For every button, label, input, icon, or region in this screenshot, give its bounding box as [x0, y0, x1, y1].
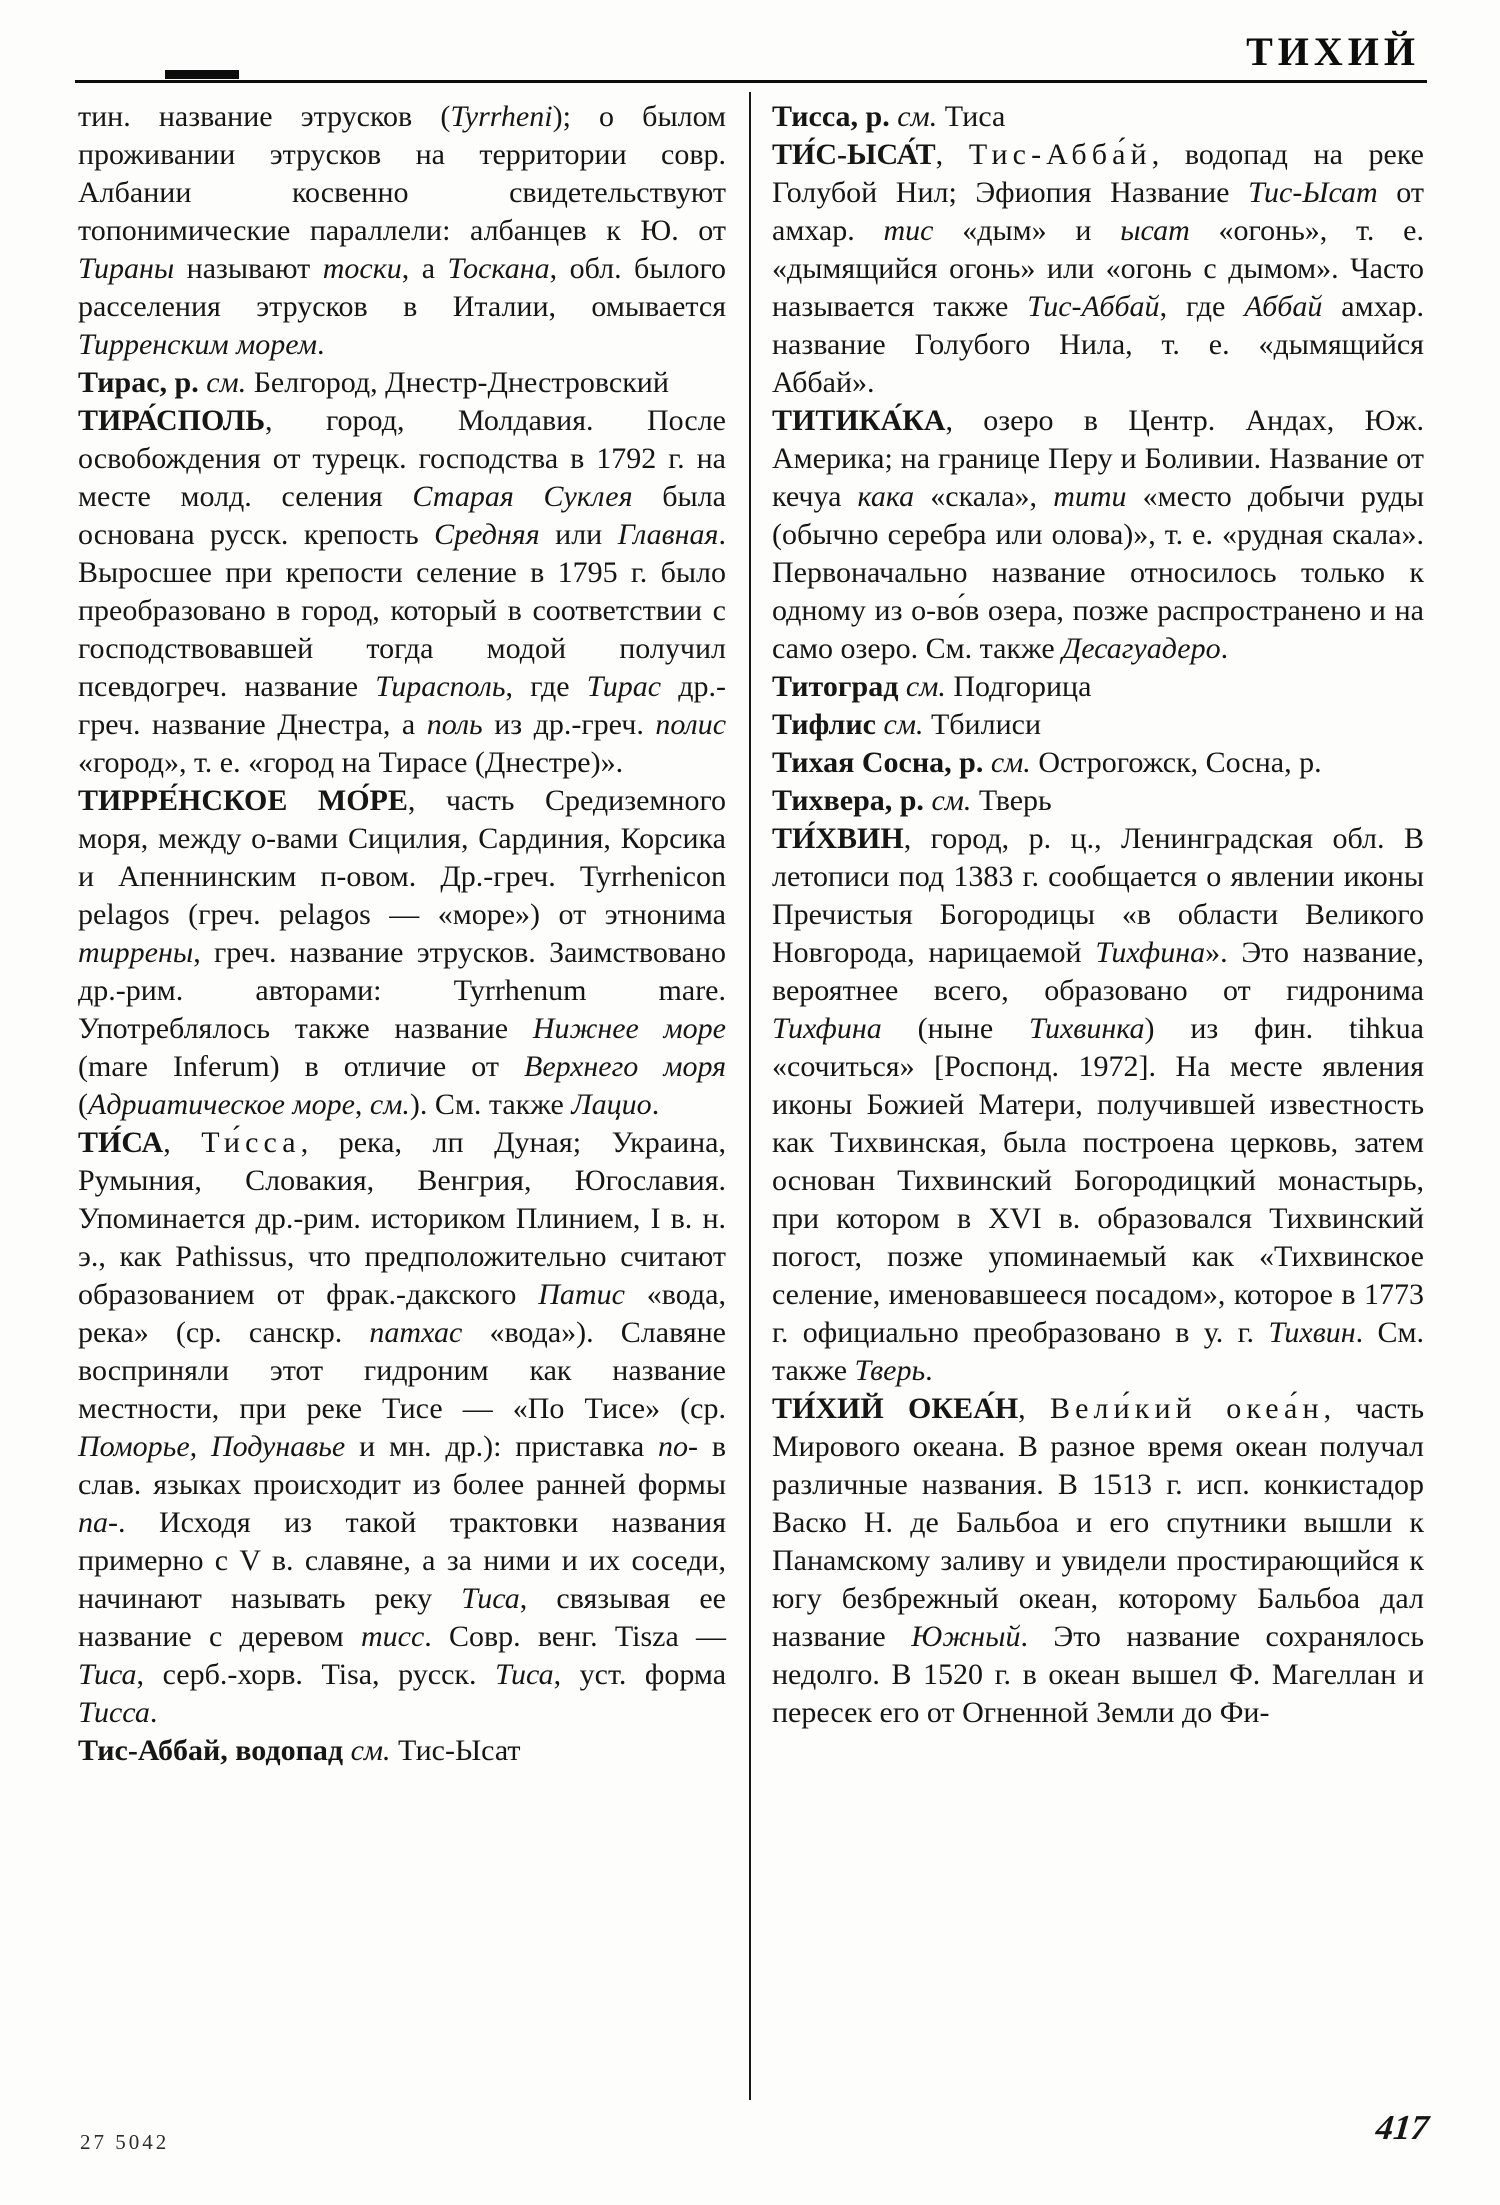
headword: Титоград: [772, 670, 906, 703]
running-head: ТИХИЙ: [1246, 29, 1420, 74]
headword: ТИ́ХИЙ ОКЕА́Н: [772, 1392, 1019, 1425]
entry-text: Тихфина: [772, 1012, 882, 1045]
entry-text: тоски: [322, 252, 402, 285]
entry-text: . См. также: [772, 1316, 1424, 1387]
entry-text: Тиса: [461, 1582, 520, 1615]
entry-text: Нижнее море: [532, 1012, 726, 1045]
entry-text: ,: [163, 1126, 202, 1159]
entry-text: см.: [931, 784, 972, 817]
entry-text: ,: [1018, 1392, 1051, 1425]
dictionary-entry: [772, 706, 1424, 744]
entry-text: патхас: [369, 1316, 463, 1349]
entry-text: ). См. также: [409, 1088, 572, 1121]
entry-text: см.: [897, 100, 938, 133]
dictionary-entry: [78, 1732, 726, 1770]
entry-text: Тверь: [971, 784, 1052, 817]
entry-text: тисс: [360, 1620, 425, 1653]
entry-text: .: [651, 1088, 660, 1121]
entry-text: см.: [369, 1088, 410, 1121]
entry-text: Тихфина: [1095, 936, 1206, 969]
entry-text: , обл. былого расселения этрусков в Италии, омывается: [78, 252, 726, 323]
entry-text: полис: [655, 708, 727, 741]
entry-text: ) из фин. tihkua «сочиться» [Роспонд. 1972]. На месте явления иконы Божией Матери, получившей известность как Тихвинская, была построена церковь, затем основан Тихвинский Богородицкий монастырь, при котором в XVI в. образовался Тихвинский погост, позже упоминаемый как «Тихвинское селение, именовавшееся посадом», которое в 1773 г. официально преобразовано в у. г.: [772, 1012, 1424, 1349]
entry-text: см.: [350, 1734, 391, 1767]
entry-text: (: [78, 1088, 88, 1121]
entry-text: Южный: [911, 1620, 1021, 1653]
headword: Тирас, р.: [78, 366, 207, 399]
headword: Тихая Сосна, р.: [772, 746, 991, 779]
entry-text: см.: [883, 708, 924, 741]
entry-text: Острогожск, Сосна, р.: [1030, 746, 1322, 779]
entry-text: амхар. название Голубого Нила, т. е. «дымящийся Аббай».: [772, 290, 1424, 399]
header-rule-mark: [165, 70, 239, 79]
entry-text: .: [925, 1354, 933, 1387]
entry-text: , серб.-хорв. Tisa, русск.: [136, 1658, 496, 1691]
entry-text: .: [149, 1696, 158, 1729]
dictionary-entry: [772, 820, 1424, 1390]
dictionary-entry: [78, 1124, 726, 1732]
entry-text: ); о былом проживании этрусков на территории совр. Албании косвенно свидетельствуют топонимические параллели: албанцев к Ю. от: [78, 100, 726, 247]
entry-text: ». Это название, вероятнее всего, образовано от гидронима: [772, 936, 1424, 1007]
entry-text: поль: [426, 708, 483, 741]
entry-text: Тис-Абба́й: [968, 138, 1152, 171]
dictionary-entry: [772, 136, 1424, 402]
entry-text: , где: [505, 670, 587, 703]
entry-text: «город», т. е. «город на Тирасе (Днестре)».: [78, 746, 624, 779]
entry-text: , связывая ее название с деревом: [78, 1582, 726, 1653]
entry-text: др.-греч. название Днестра, а: [78, 670, 726, 741]
entry-text: , часть Средиземного моря, между о-вами Сицилия, Сардиния, Корсика и Апеннинским п-овом. Др.-греч. Tyrrhenicon pelagos (греч. pelagos — «море») от этнонима: [78, 784, 726, 931]
entry-text: , город, р. ц., Ленинградская обл. В летописи под 1383 г. сообщается о явлении иконы Пречистыя Богородицы «в области Великого Новгорода, нарицаемой: [772, 822, 1424, 969]
entry-text: Средняя: [434, 518, 540, 551]
entry-text: кака: [857, 480, 915, 513]
header-rule: [75, 80, 1427, 83]
column-divider: [749, 92, 751, 2100]
entry-text: Лацио: [571, 1088, 652, 1121]
entry-text: (mare Inferum) в отличие от: [78, 1050, 525, 1083]
entry-text: «вода»). Славяне восприняли этот гидроним как название местности, при реке Тисе — «По Тисе» (ср.: [78, 1316, 727, 1425]
entry-text: Десагуадеро: [1062, 632, 1221, 665]
dictionary-entry: [78, 364, 726, 402]
entry-text: , а: [401, 252, 448, 285]
entry-text: Подгорица: [945, 670, 1092, 703]
entry-text: Тиса: [937, 100, 1006, 133]
entry-text: «огонь», т. е. «дымящийся огонь» или «огонь с дымом». Часто называется также: [772, 214, 1424, 323]
entry-text: Вели́кий океа́н: [1050, 1392, 1324, 1425]
entry-text: по-: [657, 1430, 698, 1463]
entry-text: Тихвинка: [1029, 1012, 1145, 1045]
entry-text: Тисса: [78, 1696, 150, 1729]
entry-text: . Выросшее при крепости селение в 1795 г. было преобразовано в город, который в соответствии с господствовавшей тогда модой получил псевдогреч. название: [78, 518, 726, 703]
entry-text: Тис-Ысат: [1248, 176, 1378, 209]
entry-text: Адриатическое море: [88, 1088, 355, 1121]
entry-text: называют: [174, 252, 323, 285]
entry-text: от амхар.: [772, 176, 1425, 247]
dictionary-entry: [78, 402, 726, 782]
entry-text: и мн. др.): приставка: [345, 1430, 658, 1463]
entry-text: (ныне: [881, 1012, 1030, 1045]
dictionary-entry: [78, 782, 726, 1124]
entry-text: Верхнего моря: [524, 1050, 727, 1083]
entry-text: «место добычи руды (обычно серебра или олова)», т. е. «рудная скала». Первоначально название относилось только к одному из о-во́в озера, позже распространено и на само озеро. См. также: [772, 480, 1424, 665]
entry-text: см.: [206, 366, 247, 399]
entry-text: , река, лп Дуная; Украина, Румыния, Словакия, Венгрия, Югославия. Упоминается др.-рим. историком Плинием, I в. н. э., как Pathissus, что предположительно считают образованием от фрак.-дакского: [78, 1126, 727, 1311]
dictionary-entry: [772, 782, 1424, 820]
dictionary-entry: [772, 668, 1424, 706]
footer-print-code: 27 5042: [80, 2130, 170, 2154]
entry-text: .: [1220, 632, 1229, 665]
dictionary-entry: [772, 1390, 1424, 1732]
entry-text: , где: [1159, 290, 1245, 323]
entry-text: , водопад на реке Голубой Нил; Эфиопия Название: [772, 138, 1424, 209]
entry-text: «вода, река» (ср. санскр.: [78, 1278, 726, 1349]
entry-text: Главная: [617, 518, 719, 551]
entry-text: Тихвин: [1268, 1316, 1356, 1349]
headword: ТИТИКА́КА: [772, 404, 946, 437]
entry-text: , часть Мирового океана. В разное время океан получал различные названия. В 1513 г. исп. конкистадор Васко Н. де Бальбоа и его спутники вышли к Панамскому заливу и увидели простирающийся к югу безбрежный океан, которому Бальбоа дал название: [772, 1392, 1425, 1653]
entry-text: ,: [935, 138, 969, 171]
dictionary-entry: [772, 744, 1424, 782]
entry-text: в слав. языках происходит из более ранней формы: [78, 1430, 726, 1501]
entry-text: «скала»,: [914, 480, 1054, 513]
entry-text: Тоскана: [447, 252, 550, 285]
entry-text: Патис: [538, 1278, 625, 1311]
entry-text: , греч. название этрусков. Заимствовано др.-рим. авторами: Tyrrhenum mare. Употреблялось также название: [78, 936, 726, 1045]
entry-text: Тирасполь: [375, 670, 506, 703]
headword: ТИ́СА: [78, 1126, 164, 1159]
headword: Тис-Аббай, водопад: [78, 1734, 351, 1767]
entry-text: ысат: [1120, 214, 1190, 247]
entry-text: Тис-Ысат: [390, 1734, 521, 1767]
headword: Тисса, р.: [772, 100, 898, 133]
entry-text: см.: [990, 746, 1031, 779]
entry-text: .: [317, 328, 325, 361]
headword: ТИ́ХВИН: [772, 822, 904, 855]
entry-text: из др.-греч.: [482, 708, 656, 741]
entry-text: Тиса: [78, 1658, 137, 1691]
footer-page-number: 417: [1373, 2108, 1431, 2147]
entry-text: , город, Молдавия. После освобождения от турецк. господства в 1792 г. на месте молд. селения: [78, 404, 726, 513]
entry-text: Белгород, Днестр-Днестровский: [246, 366, 669, 399]
entry-text: см.: [905, 670, 946, 703]
entry-text: была основана русск. крепость: [78, 480, 726, 551]
dictionary-entry: [772, 98, 1424, 136]
headword: ТИРРЕ́НСКОЕ МО́РЕ: [78, 784, 408, 817]
entry-text: ,: [354, 1088, 370, 1121]
entry-text: тис: [883, 214, 934, 247]
entry-text: тин. название этрусков (: [78, 100, 451, 133]
entry-text: «дым» и: [933, 214, 1121, 247]
headword: ТИРА́СПОЛЬ: [78, 404, 266, 437]
dictionary-entry: [772, 402, 1424, 668]
entry-text: , уст. форма: [553, 1658, 727, 1691]
entry-text: . Исходя из такой трактовки названия примерно с V в. славяне, а за ними и их соседи, начинают называть реку: [78, 1506, 726, 1615]
entry-text: Tyrrheni: [450, 100, 553, 133]
entry-text: Старая Суклея: [412, 480, 633, 513]
entry-text: Тбилиси: [923, 708, 1042, 741]
entry-text: Тираны: [78, 252, 175, 285]
headword: Тифлис: [772, 708, 884, 741]
entry-text: па-: [78, 1506, 118, 1539]
entry-text: или: [539, 518, 618, 551]
entry-text: тиррены: [78, 936, 194, 969]
headword: ТИ́С-ЫСА́Т: [772, 138, 936, 171]
dictionary-entry: [78, 98, 726, 364]
entry-text: , озеро в Центр. Андах, Юж. Америка; на границе Перу и Боливии. Название от кечуа: [772, 404, 1424, 513]
entry-text: Тис-Аббай: [1027, 290, 1160, 323]
entry-text: . Совр. венг. Tisza —: [424, 1620, 726, 1653]
entry-text: Поморье, Подунавье: [78, 1430, 346, 1463]
column-right: [772, 98, 1424, 1732]
headword: Тихвера, р.: [772, 784, 932, 817]
entry-text: Тирас: [586, 670, 662, 703]
entry-text: . Это название сохранялось недолго. В 1520 г. в океан вышел Ф. Магеллан и пересек его от Огненной Земли до Фи-: [772, 1620, 1425, 1729]
entry-text: Тверь: [854, 1354, 926, 1387]
entry-text: Ти́сса: [201, 1126, 301, 1159]
entry-text: Аббай: [1244, 290, 1323, 323]
entry-text: тити: [1053, 480, 1127, 513]
entry-text: Тирренским морем: [78, 328, 318, 361]
column-left: [78, 98, 726, 1770]
entry-text: Тиса: [495, 1658, 554, 1691]
